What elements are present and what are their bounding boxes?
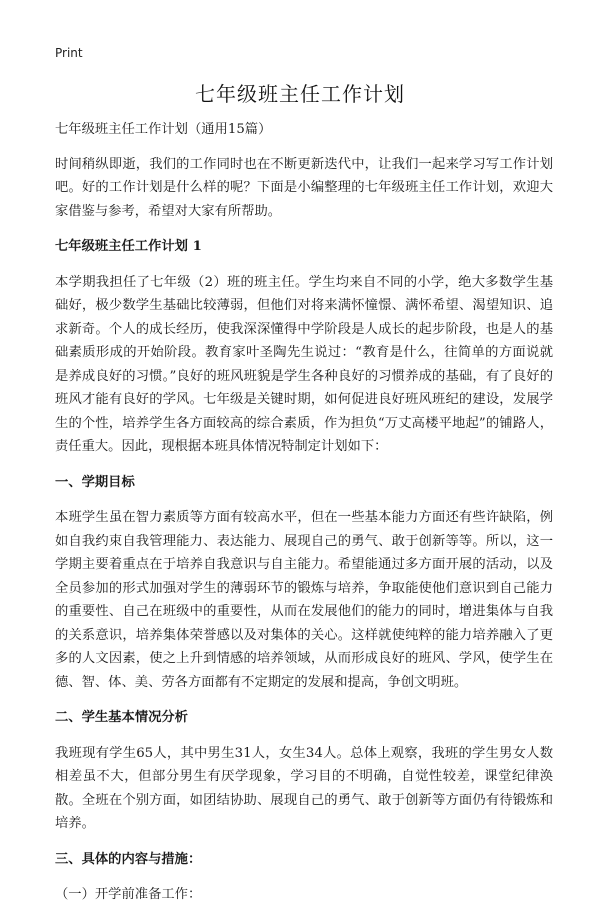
section-1-heading: 一、学期目标 (55, 474, 135, 490)
intro-paragraph: 时间稍纵即逝，我们的工作同时也在不断更新迭代中，让我们一起来学习写工作计划吧。好的工作计划是什么样的呢？下面是小编整理的七年级班主任工作计划，欢迎大家借鉴与参考，希望对大家有所帮助。 (55, 156, 553, 219)
section-2-heading: 二、学生基本情况分析 (55, 710, 188, 725)
document-title: 七年级班主任工作计划 (195, 82, 405, 106)
section-2-paragraph: 我班现有学生65人，其中男生31人，女生34人。总体上观察，我班的学生男女人数相差虽不大，但部分男生有厌学现象，学习目的不明确，自觉性较差，课堂纪律涣散。全班在个别方面，如团结协助、展现自己的勇气、敢于创新等方面仍有待锻炼和培养。 (55, 745, 553, 831)
print-link[interactable]: Print (55, 46, 83, 60)
section-1-paragraph: 本班学生虽在智力素质等方面有较高水平，但在一些基本能力方面还有些许缺陷，例如自我约束自我管理能力、表达能力、展现自己的勇气、敢于创新等等。所以，这一学期主要着重点在于培养自我意识与自主能力。希望能通过多方面开展的活动，以及全员参加的形式加强对学生的薄弱环节的锻炼与培养，争取能使他们意识到自己能力的重要性、自己在班级中的重要性，从而在发展他们的能力的同时，增进集体与自我的关系意识，培养集体荣誉感以及对集体的关心。这样就使纯粹的能力培养融入了更多的人文因素，使之上升到情感的培养领域，从而形成良好的班风、学风，使学生在德、智、体、美、劳各方面都有不定期定的发展和提高，争创文明班。 (55, 510, 553, 690)
plan-1-heading: 七年级班主任工作计划 1 (55, 239, 202, 254)
plan-1-paragraph: 本学期我担任了七年级（2）班的班主任。学生均来自不同的小学，绝大多数学生基础好，极少数学生基础比较薄弱，但他们对将来满怀憧憬、满怀希望、渴望知识、追求新奇。个人的成长经历，使我深深懂得中学阶段是人成长的起步阶段，也是人的基础素质形成的开始阶段。教育家叶圣陶先生说过：“教育是什么，往简单的方面说就是养成良好的习惯。”良好的班风班貌是学生各种良好的习惯养成的基础，有了良好的班风才能有良好的学风。七年级是关键时期，如何促进良好班风班纪的建设，发展学生的个性，培养学生各方面较高的综合素质，作为担负“万丈高楼平地起”的铺路人，责任重大。因此，现根据本班具体情况特制定计划如下： (55, 274, 553, 454)
document-subtitle: 七年级班主任工作计划（通用15篇） (55, 122, 272, 137)
section-3-heading: 三、具体的内容与措施： (55, 851, 202, 867)
section-3-subheading: （一）开学前准备工作： (55, 887, 202, 902)
document-body (55, 118, 553, 919)
